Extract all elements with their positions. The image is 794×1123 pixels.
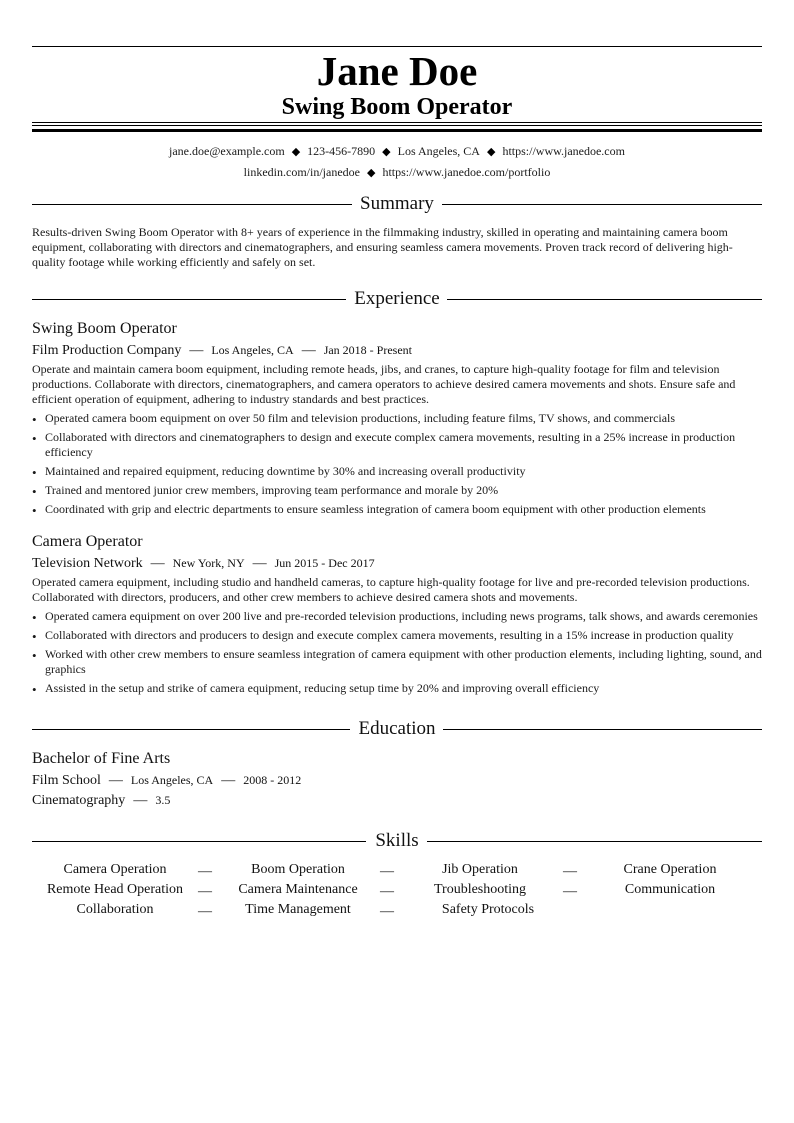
company-name: Film Production Company	[32, 343, 182, 358]
skill-separator: —	[198, 904, 212, 919]
list-item: • Operated camera boom equipment on over 50 film and television productions, including feature films, TV shows, and commercials	[32, 411, 762, 426]
phone-text: 123-456-7890	[307, 144, 376, 158]
job-description: Operate and maintain camera boom equipment, including remote heads, jibs, and cranes, to capture high-quality footage for film and television productions. Collaborate with directors, cinematographers, and camera operators to achieve desired camera movements and shots. Ensure safe and efficient operation of equipment, adhering to industry standards and best practices.	[32, 362, 736, 406]
education-meta: Film School — Los Angeles, CA — 2008 - 2012	[32, 773, 302, 788]
job-bullets	[32, 411, 762, 521]
list-item: • Trained and mentored junior crew members, improving team performance and morale by 20%	[32, 483, 762, 498]
contact-line-2	[32, 164, 762, 181]
skill-item: Camera Maintenance	[238, 882, 358, 897]
job-meta: Television Network — New York, NY — Jun 2015 - Dec 2017	[32, 556, 375, 571]
skills-heading	[32, 830, 762, 854]
website-link[interactable]: https://www.janedoe.com	[502, 144, 625, 158]
job-dates: Jan 2018 - Present	[323, 343, 413, 357]
skill-separator: —	[380, 884, 394, 899]
candidate-name: Jane Doe	[316, 48, 478, 94]
linkedin-link[interactable]: linkedin.com/in/janedoe	[243, 165, 360, 179]
skills-heading-label: Skills	[375, 830, 419, 851]
list-item: • Assisted in the setup and strike of camera equipment, reducing setup time by 20% and improving overall efficiency	[32, 681, 762, 696]
skill-item: Crane Operation	[623, 862, 717, 877]
skill-separator: —	[198, 884, 212, 899]
job-location: New York, NY	[172, 556, 245, 570]
header-rule	[32, 122, 762, 123]
major-meta: Cinematography — 3.5	[32, 793, 171, 808]
list-item: • Operated camera equipment on over 200 live and pre-recorded television productions, including news programs, talk shows, and awards ceremonies	[32, 609, 762, 624]
skill-item: Communication	[624, 882, 716, 897]
job-bullets	[32, 609, 762, 700]
degree-title: Bachelor of Fine Arts	[32, 750, 171, 767]
skill-item: Safety Protocols	[441, 902, 535, 917]
list-item: • Worked with other crew members to ensure seamless integration of camera equipment with other production elements, including lighting, sound, and graphics	[32, 647, 762, 677]
job-location: Los Angeles, CA	[211, 343, 294, 357]
gpa-value: 3.5	[155, 793, 171, 807]
list-item: • Collaborated with directors and producers to design and execute complex camera movements, resulting in a 15% increase in production quality	[32, 628, 762, 643]
skill-item: Collaboration	[76, 902, 154, 917]
job-description: Operated camera equipment, including studio and handheld cameras, to capture high-quality footage for live and pre-recorded television productions. Collaborated with directors, producers, and other crew members to achieve desired camera shots and movements.	[32, 575, 750, 604]
skill-item: Boom Operation	[251, 862, 345, 877]
experience-heading-label: Experience	[354, 288, 440, 309]
skill-separator: —	[563, 864, 577, 879]
skill-separator: —	[563, 884, 577, 899]
skill-separator: —	[380, 864, 394, 879]
job-title: Swing Boom Operator	[32, 320, 177, 337]
header-rule-thick	[32, 129, 762, 132]
job-title: Camera Operator	[32, 533, 143, 550]
skill-item: Camera Operation	[63, 862, 167, 877]
major-name: Cinematography	[32, 793, 126, 808]
summary-heading-label: Summary	[360, 193, 434, 214]
diamond-separator-icon: ◆	[366, 167, 376, 179]
candidate-title: Swing Boom Operator	[281, 94, 513, 120]
diamond-separator-icon: ◆	[291, 146, 301, 158]
company-name: Television Network	[32, 556, 143, 571]
experience-heading	[32, 288, 762, 312]
location-text: Los Angeles, CA	[397, 144, 480, 158]
list-item: • Collaborated with directors and cinematographers to design and execute complex camera movements, resulting in a 25% increase in production efficiency	[32, 430, 762, 460]
school-name: Film School	[32, 773, 101, 788]
skill-separator: —	[380, 904, 394, 919]
job-meta: Film Production Company — Los Angeles, CA — Jan 2018 - Present	[32, 343, 413, 358]
contact-line-1	[32, 143, 762, 160]
school-location: Los Angeles, CA	[130, 773, 214, 787]
top-rule	[32, 46, 762, 47]
summary-text: Results-driven Swing Boom Operator with 8+ years of experience in the filmmaking industry, skilled in operating and maintaining camera boom equipment, collaborating with directors and cinematographers, and ensuring seamless camera movements. Proven track record of delivering high-quality footage while working efficiently and safely on set.	[32, 225, 733, 269]
education-dates: 2008 - 2012	[243, 773, 302, 787]
summary-heading	[32, 193, 762, 217]
skill-separator: —	[198, 864, 212, 879]
list-item: • Coordinated with grip and electric departments to ensure seamless integration of camera boom equipment with other production elements	[32, 502, 762, 517]
job-dates: Jun 2015 - Dec 2017	[274, 556, 375, 570]
skill-item: Time Management	[245, 902, 351, 917]
email-link[interactable]: jane.doe@example.com	[169, 144, 285, 158]
diamond-separator-icon: ◆	[382, 146, 391, 158]
education-heading	[32, 718, 762, 742]
diamond-separator-icon: ◆	[486, 146, 496, 158]
portfolio-link[interactable]: https://www.janedoe.com/portfolio	[382, 165, 551, 179]
skill-item: Jib Operation	[442, 862, 518, 877]
header-rule	[32, 125, 762, 126]
skill-item: Troubleshooting	[433, 882, 527, 897]
education-heading-label: Education	[358, 718, 436, 739]
list-item: • Maintained and repaired equipment, reducing downtime by 30% and increasing overall productivity	[32, 464, 762, 479]
skill-item: Remote Head Operation	[46, 882, 184, 897]
